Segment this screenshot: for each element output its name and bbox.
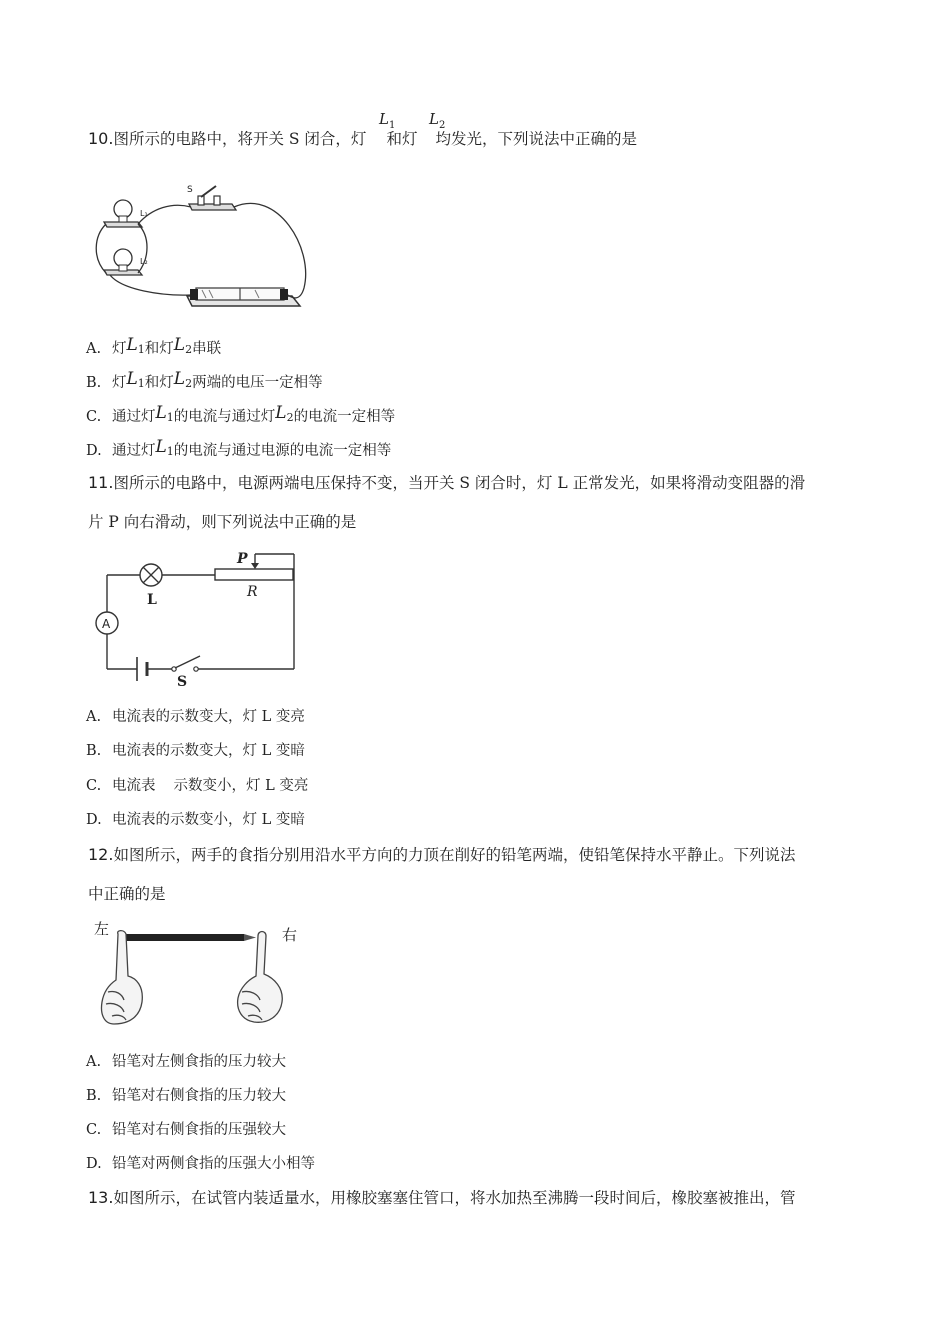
fig-label-l: L — [147, 592, 157, 608]
fig-label-left: 左 — [94, 920, 110, 938]
q10-number: 10. — [88, 129, 114, 148]
battery-terminal-right — [280, 289, 288, 300]
q12-stem-line1: 12.如图所示，两手的食指分别用沿水平方向的力顶在削好的铅笔两端，使铅笔保持水平静止。下列说法 — [88, 845, 796, 864]
q13-stem-line1: 13.如图所示，在试管内装适量水，用橡胶塞塞住管口，将水加热至沸腾一段时间后，橡胶塞被推出，管 — [88, 1188, 796, 1207]
fig-label-right: 右 — [282, 926, 298, 944]
q10-circuit-figure — [92, 178, 317, 313]
q10-option-b[interactable]: B. 灯L1和灯L2两端的电压一定相等 — [86, 369, 323, 391]
q11-stem-line1: 11.图所示的电路中，电源两端电压保持不变，当开关 S 闭合时，灯 L 正常发光，如果将滑动变阻器的滑 — [88, 473, 806, 492]
q10-stem — [88, 129, 637, 149]
q11-option-c[interactable]: C. 电流表 示数变小，灯 L 变亮 — [86, 778, 309, 794]
q12-stem-line2: 中正确的是 — [88, 885, 166, 903]
fig-label-s: S — [177, 674, 188, 690]
fig-label-p: P — [237, 551, 248, 567]
bulb-l1-base — [104, 222, 142, 227]
q12-number: 12. — [88, 845, 114, 864]
q10-option-a[interactable]: A. 灯L1和灯L2串联 — [86, 335, 222, 357]
right-hand — [238, 932, 283, 1023]
slider-arrow — [251, 563, 259, 569]
battery-terminal-left — [190, 289, 198, 300]
pencil-body — [126, 934, 244, 941]
q10-stem-part-c: 均发光，下列说法中正确的是 — [435, 130, 637, 148]
switch-blade — [175, 656, 200, 668]
q10-stem-part-a: 图所示的电路中，将开关 S 闭合，灯 — [113, 130, 367, 148]
q10-option-c[interactable]: C. 通过灯L1的电流与通过灯L2的电流一定相等 — [86, 403, 396, 425]
fig-label-s: S — [187, 185, 193, 195]
q12-option-b[interactable]: B. 铅笔对右侧食指的压力较大 — [86, 1088, 286, 1104]
q12-option-d[interactable]: D. 铅笔对两侧食指的压强大小相等 — [86, 1156, 315, 1172]
q12-option-a[interactable]: A. 铅笔对左侧食指的压力较大 — [86, 1054, 286, 1070]
q12-pencil-figure — [92, 916, 312, 1034]
switch-base — [189, 204, 236, 210]
q11-circuit-figure — [95, 548, 305, 688]
q11-stem-line2: 片 P 向右滑动，则下列说法中正确的是 — [88, 513, 357, 531]
rheostat-symbol — [215, 569, 293, 580]
q11-option-b[interactable]: B. 电流表的示数变大，灯 L 变暗 — [86, 743, 305, 759]
q10-symbol-L1: $L_1$ — [379, 110, 396, 131]
bulb-l1 — [114, 200, 132, 218]
fig-label-l2: L₂ — [140, 257, 148, 266]
pencil-tip — [244, 934, 256, 941]
q10-stem-part-b: 和灯 — [386, 130, 418, 148]
q11-number: 11. — [88, 473, 114, 492]
q13-number: 13. — [88, 1188, 114, 1207]
left-hand — [102, 931, 143, 1024]
q10-option-d[interactable]: D. 通过灯L1的电流与通过电源的电流一定相等 — [86, 437, 392, 459]
q11-option-a[interactable]: A. 电流表的示数变大，灯 L 变亮 — [86, 709, 305, 725]
q11-option-d[interactable]: D. 电流表的示数变小，灯 L 变暗 — [86, 812, 305, 828]
fig-label-a: A — [102, 617, 111, 631]
fig-label-l1: L₁ — [140, 209, 148, 218]
q10-symbol-L2: $L_2$ — [429, 110, 446, 131]
q12-option-c[interactable]: C. 铅笔对右侧食指的压强较大 — [86, 1122, 286, 1138]
fig-label-r: R — [247, 584, 258, 600]
bulb-l2 — [114, 249, 132, 267]
switch-lever — [201, 186, 216, 197]
